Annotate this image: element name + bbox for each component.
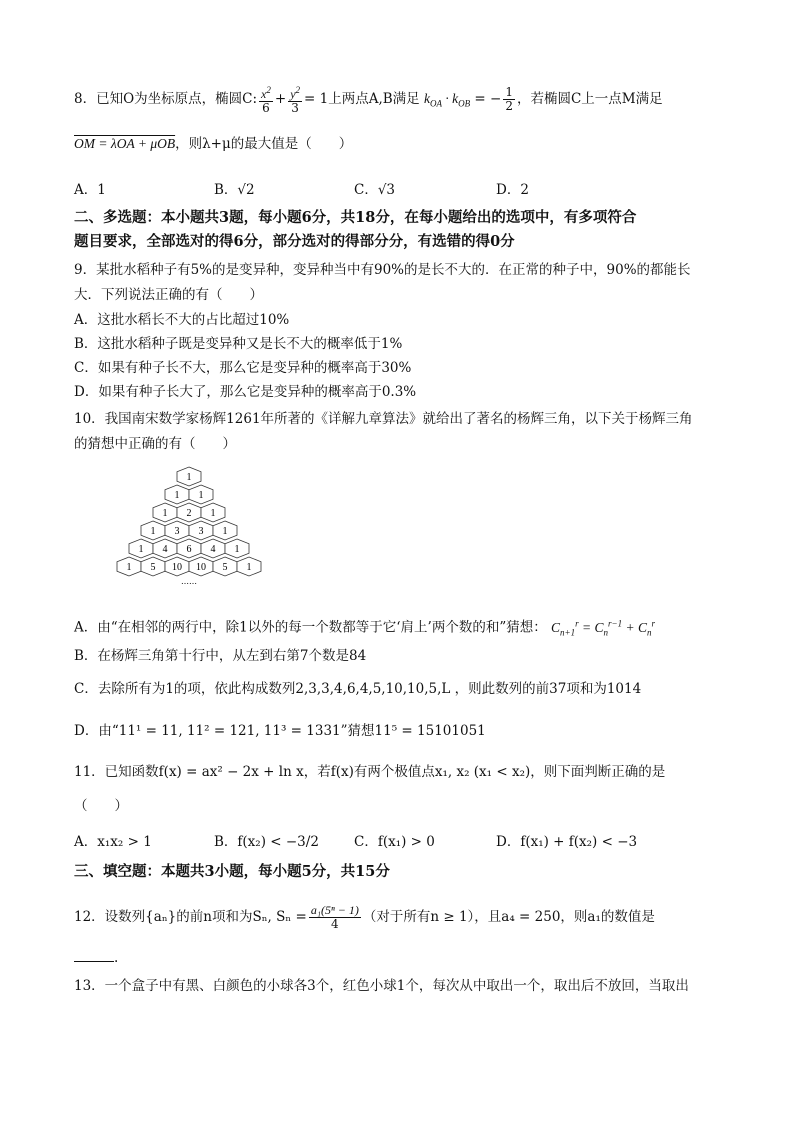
q10-option-c: C．去除所有为1的项，依此构成数列2,3,3,4,6,4,5,10,10,5,L ，则此数列的前37项和为1014 [74,681,642,697]
q10-line2: 的猜想中正确的有（ ） [74,436,236,452]
triangle-cell-value: 1 [162,508,168,519]
triangle-cell-value: 1 [222,526,228,537]
q8-frac-x: $\frac{x^2}{6}$ [261,85,271,115]
q10-option-a-text: A．由“在相邻的两行中，除1以外的每一个数都等于它‘肩上’两个数的和”猜想： [74,619,547,636]
q8-tail: ，若椭圆C上一点M满足 [516,91,663,107]
q10-line1: 10．我国南宋数学家杨辉1261年所著的《详解九章算法》就给出了著名的杨辉三角，以下关于杨辉三角 [74,411,693,427]
q11-option-d: D．f(x₁) + f(x₂) < −3 [496,834,638,850]
q8-frac-half: $\frac{1}{2}$ [505,85,513,113]
triangle-cell-value: 1 [234,544,240,555]
triangle-cell-value: 3 [198,526,204,537]
q8-frac-y: $\frac{y^2}{3}$ [290,85,301,115]
q12-frac [309,904,361,931]
triangle-cell-value: 5 [150,562,156,573]
triangle-cell-value: 10 [172,562,182,573]
q12-line1 [74,904,655,931]
triangle-cell-value: 10 [196,562,206,573]
q8-mid: 上两点A,B满足 [328,91,420,107]
q11-option-a: A．x₁x₂ > 1 [74,834,152,850]
q8-line1: 8．已知O为坐标原点，椭圆C: $\frac{x^2}{6}$ + $\frac{y^2}{3}$ = 1上两点A,B满足 $k_{OA} \cdot k_{OB}$ = − $\frac{1}{2}$ ，若椭圆C上一点M满足 [74,85,663,115]
triangle-cell-value: 3 [174,526,180,537]
q10-option-a [74,613,655,642]
triangle-cell-value: 1 [138,544,144,555]
q8-option-a: A．1 [74,182,106,198]
triangle-cell-value: 4 [162,544,168,555]
section3-heading: 三、填空题：本题共3小题，每小题5分，共15分 [74,863,390,880]
q12-answer-blank[interactable]: . [74,948,118,968]
q8-vector-eq: OM = λOA + μOB [74,136,176,151]
triangle-cell-value: 6 [186,544,192,555]
section2-line2: 题目要求，全部选对的得6分，部分选对的得部分分，有选错的得0分 [74,233,515,250]
q8-line2 [74,134,352,154]
q8-line2-tail: ，则λ+μ的最大值是（ ） [175,136,353,152]
q9-line1: 9．某批水稻种子有5%的是变异种，变异种当中有90%的是长不大的．在正常的种子中，90%的都能长 [74,262,691,278]
triangle-cell-value: 1 [198,490,204,501]
q12-suffix: （对于所有n ≥ 1），且a₄ = 250，则a₁的数值是 [362,909,655,925]
q8-prefix: 8．已知O为坐标原点，椭圆C: [74,91,258,107]
q9-option-d: D．如果有种子长大了，那么它是变异种的概率高于0.3% [74,384,417,400]
q12-prefix: 12．设数列{aₙ}的前n项和为Sₙ, Sₙ = [74,909,307,925]
yanghui-triangle-figure [104,466,274,590]
triangle-cell-value: 1 [186,472,192,483]
triangle-cell-value: 1 [210,508,216,519]
q11-line2: （ ） [74,798,128,814]
triangle-cell-value: 1 [246,562,252,573]
q12-frac-num: a₁(5ⁿ − 1) [310,903,359,917]
q10-option-a-formula: $C_{n+1}^r = C_n^{r-1} + C_n^r$ [551,618,655,638]
q8-option-b: B．√2 [214,182,255,198]
q9-option-c: C．如果有种子长不大，那么它是变异种的概率高于30% [74,360,412,376]
q8-option-d: D．2 [496,182,529,198]
q8-option-c: C．√3 [354,182,396,198]
triangle-cell-value: 5 [222,562,228,573]
triangle-cell-value: 2 [186,508,192,519]
triangle-cell-value: 1 [150,526,156,537]
q8-k-formula: $k_{OA} \cdot k_{OB}$ [423,91,471,109]
q10-option-b: B．在杨辉三角第十行中，从左到右第7个数是84 [74,648,367,664]
q11-option-c: C．f(x₁) > 0 [354,834,435,850]
q9-option-a: A．这批水稻长不大的占比超过10% [74,312,290,328]
section2-line1: 二、多选题：本小题共3题，每小题6分，共18分，在每小题给出的选项中，有多项符合 [74,209,637,226]
q10-option-d: D．由“11¹ = 11, 11² = 121, 11³ = 1331”猜想11⁵ = 15101051 [74,723,486,739]
q13-line1: 13．一个盒子中有黑、白颜色的小球各3个，红色小球1个，每次从中取出一个，取出后不放回，当取出 [74,978,689,994]
q9-line2: 大．下列说法正确的有（ ） [74,287,263,303]
triangle-ellipsis: …… [181,577,197,586]
triangle-cell-value: 1 [174,490,180,501]
q12-frac-den: 4 [331,917,339,931]
q11-line1: 11．已知函数f(x) = ax² − 2x + ln x，若f(x)有两个极值点x₁, x₂ (x₁ < x₂)，则下面判断正确的是 [74,764,666,780]
triangle-cell-value: 4 [210,544,216,555]
q11-option-b: B．f(x₂) < −3/2 [214,834,319,850]
triangle-cell-value: 1 [126,562,132,573]
q9-option-b: B．这批水稻种子既是变异种又是长不大的概率低于1% [74,336,403,352]
